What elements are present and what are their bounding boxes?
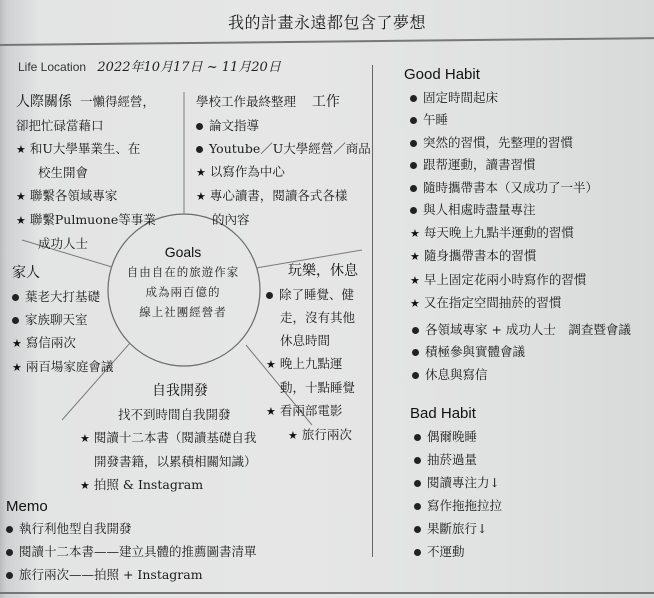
star-icon: ★ bbox=[266, 358, 276, 371]
list-item: 隨時攜帶書本（又成功了一半） bbox=[404, 177, 631, 200]
bullet-icon bbox=[196, 146, 203, 153]
list-item: 突然的習慣，先整理的習慣 bbox=[404, 132, 631, 155]
list-item: 走，沒有其他 bbox=[280, 310, 356, 325]
self-dev-heading: 自我開發 bbox=[152, 383, 208, 399]
star-icon: ★ bbox=[410, 273, 420, 287]
family-section bbox=[12, 262, 113, 379]
bullet-icon bbox=[266, 292, 273, 299]
list-item: ★ 拍照 & Instagram bbox=[80, 473, 257, 497]
list-item: 與人相處時盡量專注 bbox=[404, 199, 631, 222]
list-item: 果斷旅行↓ bbox=[410, 517, 502, 540]
star-icon: ★ bbox=[410, 226, 420, 240]
bullet-icon bbox=[412, 349, 419, 356]
work-intro: 學校工作最終整理 bbox=[196, 94, 297, 109]
bullet-icon bbox=[12, 294, 19, 301]
bullet-icon bbox=[414, 503, 421, 510]
star-icon: ★ bbox=[16, 214, 26, 227]
bullet-icon bbox=[414, 480, 421, 487]
list-item: ★ 專心讀書，閱讀各式各樣 bbox=[196, 184, 371, 208]
bullet-icon bbox=[410, 117, 417, 124]
bullet-icon bbox=[6, 526, 13, 533]
memo-section bbox=[6, 497, 257, 586]
list-item: 抽菸過量 bbox=[410, 448, 502, 471]
goals-line: 自由自在的旅遊作家 bbox=[126, 265, 240, 279]
work-heading: 工作 bbox=[311, 94, 340, 110]
leisure-section bbox=[266, 260, 358, 447]
list-item: ★ 和U大學畢業生、在 bbox=[16, 137, 156, 161]
list-item: 家族聊天室 bbox=[12, 308, 113, 331]
star-icon: ★ bbox=[266, 405, 276, 418]
bullet-icon bbox=[6, 572, 13, 579]
list-item: 偶爾晚睡 bbox=[410, 425, 502, 448]
list-item: 跟帮運動，讀書習慣 bbox=[404, 154, 631, 177]
list-item: ★ 聯繫Pulmuone等事業 bbox=[16, 208, 156, 232]
list-item: 各領域專家 + 成功人士 調查暨會議 bbox=[404, 319, 631, 342]
star-icon: ★ bbox=[80, 479, 90, 492]
leisure-heading: 玩樂，休息 bbox=[288, 263, 358, 279]
page-title: 我的計畫永遠都包含了夢想 bbox=[227, 13, 426, 32]
bad-habit-section bbox=[410, 402, 502, 563]
list-item: ★ 兩百場家庭會議 bbox=[12, 355, 113, 379]
list-item: ★ 寫信兩次 bbox=[12, 331, 113, 355]
list-item: ★ 看兩部電影 bbox=[266, 399, 358, 423]
list-item: Youtube／U大學經營／商品 bbox=[196, 137, 371, 160]
bullet-icon bbox=[6, 549, 13, 556]
life-location-label: Life Location bbox=[18, 60, 87, 74]
star-icon: ★ bbox=[12, 337, 22, 350]
relationships-section bbox=[16, 90, 156, 255]
bullet-icon bbox=[414, 526, 421, 533]
list-item: 成功人士 bbox=[38, 236, 89, 251]
goals-label: Goals bbox=[164, 244, 202, 260]
bullet-icon bbox=[412, 372, 419, 379]
bullet-icon bbox=[410, 207, 417, 214]
list-item: 旅行兩次——拍照 + Instagram bbox=[6, 563, 257, 586]
list-item: 固定時間起床 bbox=[404, 87, 631, 110]
star-icon: ★ bbox=[16, 143, 26, 156]
relationships-heading: 人際關係 bbox=[16, 94, 72, 110]
star-icon: ★ bbox=[288, 429, 298, 442]
list-item: 葉老大打基礎 bbox=[12, 285, 113, 308]
star-icon: ★ bbox=[410, 297, 420, 310]
bullet-icon bbox=[410, 185, 417, 192]
list-item: 休息時間 bbox=[280, 333, 331, 348]
list-item: 不運動 bbox=[410, 540, 502, 563]
star-icon: ★ bbox=[196, 166, 206, 179]
list-item: 閱讀十二本書——建立具體的推薦圖書清單 bbox=[6, 540, 257, 563]
list-item: 的內容 bbox=[212, 212, 250, 227]
list-item: 動，十點睡覺 bbox=[280, 380, 356, 395]
list-item: 午睡 bbox=[404, 109, 631, 132]
bullet-icon bbox=[12, 317, 19, 324]
bullet-icon bbox=[410, 95, 417, 102]
bullet-icon bbox=[196, 123, 203, 130]
list-item: ★ 每天晚上九點半運動的習慣 bbox=[404, 222, 631, 246]
list-item: ★ 以寫作為中心 bbox=[196, 160, 371, 184]
bullet-icon bbox=[414, 457, 421, 464]
bullet-icon bbox=[410, 162, 417, 169]
bullet-icon bbox=[414, 549, 421, 556]
family-heading: 家人 bbox=[12, 265, 40, 281]
self-dev-section bbox=[80, 380, 257, 497]
list-item: 積極參與實體會議 bbox=[404, 341, 631, 364]
list-item: 休息與寫信 bbox=[404, 364, 631, 387]
bullet-icon bbox=[414, 434, 421, 441]
good-habit-section bbox=[404, 64, 631, 386]
work-section bbox=[196, 90, 371, 231]
list-item: 校生開會 bbox=[38, 165, 89, 180]
memo-heading: Memo bbox=[6, 498, 48, 515]
bullet-icon bbox=[410, 140, 417, 147]
bullet-icon bbox=[412, 327, 419, 334]
bad-habit-heading: Bad Habit bbox=[410, 405, 476, 422]
list-item: ★ 聯繫各領域專家 bbox=[16, 184, 156, 208]
list-item: 除了睡覺、健 bbox=[266, 283, 358, 306]
star-icon: ★ bbox=[16, 190, 26, 203]
list-item-text: 一懶得經營， bbox=[79, 94, 155, 109]
list-item: ★ 旅行兩次 bbox=[266, 423, 358, 447]
good-habit-heading: Good Habit bbox=[404, 66, 480, 83]
list-item: 寫作拖拖拉拉 bbox=[410, 494, 502, 517]
list-item: 閱讀專注力↓ bbox=[410, 471, 502, 494]
star-icon: ★ bbox=[80, 432, 90, 445]
goals-line: 成為兩百億的 bbox=[145, 285, 221, 299]
list-item: ★ 早上固定花兩小時寫作的習慣 bbox=[404, 269, 631, 293]
list-item: 執行利他型自我開發 bbox=[6, 517, 257, 540]
star-icon: ★ bbox=[410, 250, 420, 263]
list-item: 論文指導 bbox=[196, 114, 371, 137]
star-icon: ★ bbox=[12, 361, 22, 374]
goals-center bbox=[108, 244, 258, 322]
goals-line: 線上社團經營者 bbox=[139, 305, 227, 319]
list-item: ★ 晚上九點運 bbox=[266, 352, 358, 376]
life-location-dates: 2022年10月17日 ~ 11月20日 bbox=[97, 60, 281, 75]
list-item: 卻把忙碌當藉口 bbox=[16, 118, 104, 133]
list-item: ★ 又在指定空間抽菸的習慣 bbox=[404, 292, 631, 316]
list-item: 找不到時間自我開發 bbox=[118, 407, 231, 422]
list-item: ★ 閱讀十二本書（閱讀基礎自我 bbox=[80, 426, 257, 450]
list-item: ★ 隨身攜帶書本的習慣 bbox=[404, 245, 631, 269]
list-item: 開發書籍，以累積相關知識） bbox=[94, 454, 257, 469]
star-icon: ★ bbox=[196, 190, 206, 203]
